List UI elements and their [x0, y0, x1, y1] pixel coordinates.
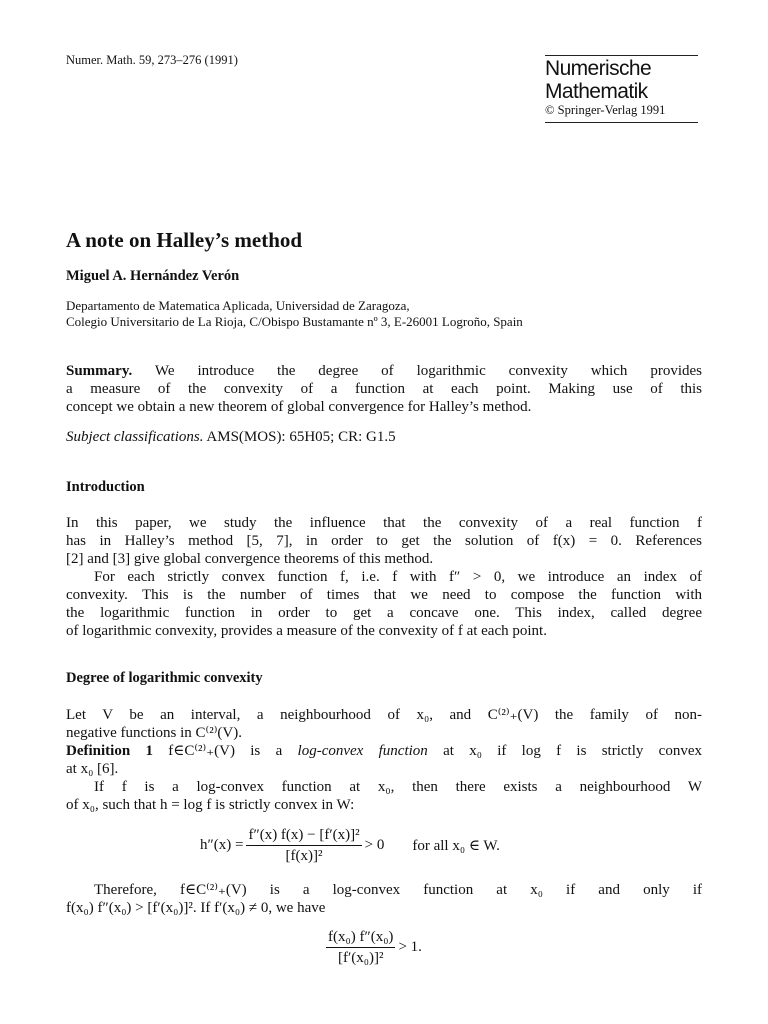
publisher: © Springer-Verlag 1991: [545, 103, 666, 117]
citation: Numer. Math. 59, 273–276 (1991): [66, 53, 238, 67]
section-heading-degree: Degree of logarithmic convexity: [66, 670, 263, 686]
fraction-numerator: f″(x) f(x) − [f′(x)]²: [246, 826, 361, 846]
degree-text: [66, 706, 702, 814]
affiliation-line: Colegio Universitario de La Rioja, C/Obispo Bustamante nº 3, E-26001 Logroño, Spain: [66, 314, 523, 329]
summary: [66, 362, 702, 416]
definition-line: at x₀ [6].: [66, 761, 119, 777]
equation-log-convex-ratio: [323, 928, 422, 967]
paragraph-line: If f is a log-convex function at x₀, then there exists a neighbourhood W: [94, 779, 702, 795]
journal-name-line2: Mathematik: [545, 80, 648, 103]
equation-h-second-derivative: [200, 826, 500, 865]
summary-label: Summary.: [66, 363, 133, 379]
equation-relation: > 0: [364, 837, 385, 853]
fraction-denominator: [f′(x₀)]²: [337, 950, 384, 966]
paragraph-line: [2] and [3] give global convergence theorems of this method.: [66, 551, 434, 567]
paragraph-line: negative functions in C⁽²⁾(V).: [66, 725, 242, 741]
journal-rule-bottom: [545, 122, 698, 123]
equation-condition: for all x₀ ∈ W.: [412, 838, 500, 854]
subject-classifications: [66, 428, 702, 446]
author: Miguel A. Hernández Verón: [66, 268, 240, 284]
definition-label: Definition 1: [66, 743, 153, 759]
paragraph-line: of x₀, such that h = log f is strictly convex in W:: [66, 797, 355, 813]
section-heading-introduction: Introduction: [66, 479, 145, 495]
journal-name-line1: Numerische: [545, 57, 652, 80]
definition-text: at x₀ if log f is strictly convex: [443, 743, 702, 759]
summary-line: concept we obtain a new theorem of global convergence for Halley’s method.: [66, 399, 532, 415]
fraction: [246, 826, 361, 865]
equation-lhs: h″(x) =: [200, 837, 244, 853]
subject-label: Subject classifications.: [66, 429, 204, 445]
affiliation: [66, 298, 523, 330]
affiliation-line: Departamento de Matematica Aplicada, Universidad de Zaragoza,: [66, 298, 410, 313]
introduction-text: [66, 514, 702, 640]
paper-title: A note on Halley’s method: [66, 228, 303, 252]
summary-line: a measure of the convexity of a function at each point. Making use of this: [66, 381, 702, 397]
subject-line: [66, 428, 702, 446]
subject-text: AMS(MOS): 65H05; CR: G1.5: [206, 429, 396, 445]
therefore-text: [66, 881, 702, 917]
journal-rule-top: [545, 55, 698, 56]
paragraph-line: Let V be an interval, a neighbourhood of x₀, and C⁽²⁾₊(V) the family of non-: [66, 707, 702, 723]
paragraph-line: of logarithmic convexity, provides a measure of the convexity of f at each point.: [66, 623, 547, 639]
equation-relation: > 1.: [398, 939, 422, 955]
fraction-numerator: f(x₀) f″(x₀): [326, 928, 395, 948]
paragraph-line: convexity. This is the number of times that we need to compose the function with: [66, 587, 702, 603]
paragraph-line: In this paper, we study the influence that the convexity of a real function f: [66, 515, 702, 531]
definition-line: [66, 742, 702, 760]
paragraph-line: has in Halley’s method [5, 7], in order to get the solution of f(x) = 0. References: [66, 533, 702, 549]
journal-logo: [545, 55, 698, 123]
fraction: [326, 928, 395, 967]
definition-term: log-convex function: [297, 743, 428, 759]
paragraph-line: Therefore, f∈C⁽²⁾₊(V) is a log-convex function at x₀ if and only if: [94, 882, 702, 898]
summary-text: We introduce the degree of logarithmic convexity which provides: [154, 363, 702, 379]
paragraph-line: f(x₀) f″(x₀) > [f′(x₀)]². If f′(x₀) ≠ 0, we have: [66, 900, 326, 916]
paragraph-line: the logarithmic function in order to get a concave one. This index, called degree: [66, 605, 702, 621]
fraction-denominator: [f(x)]²: [285, 848, 323, 864]
definition-text: f∈C⁽²⁾₊(V) is a: [168, 743, 283, 759]
paragraph-line: For each strictly convex function f, i.e. f with f″ > 0, we introduce an index of: [94, 569, 702, 585]
summary-line: [66, 362, 702, 380]
